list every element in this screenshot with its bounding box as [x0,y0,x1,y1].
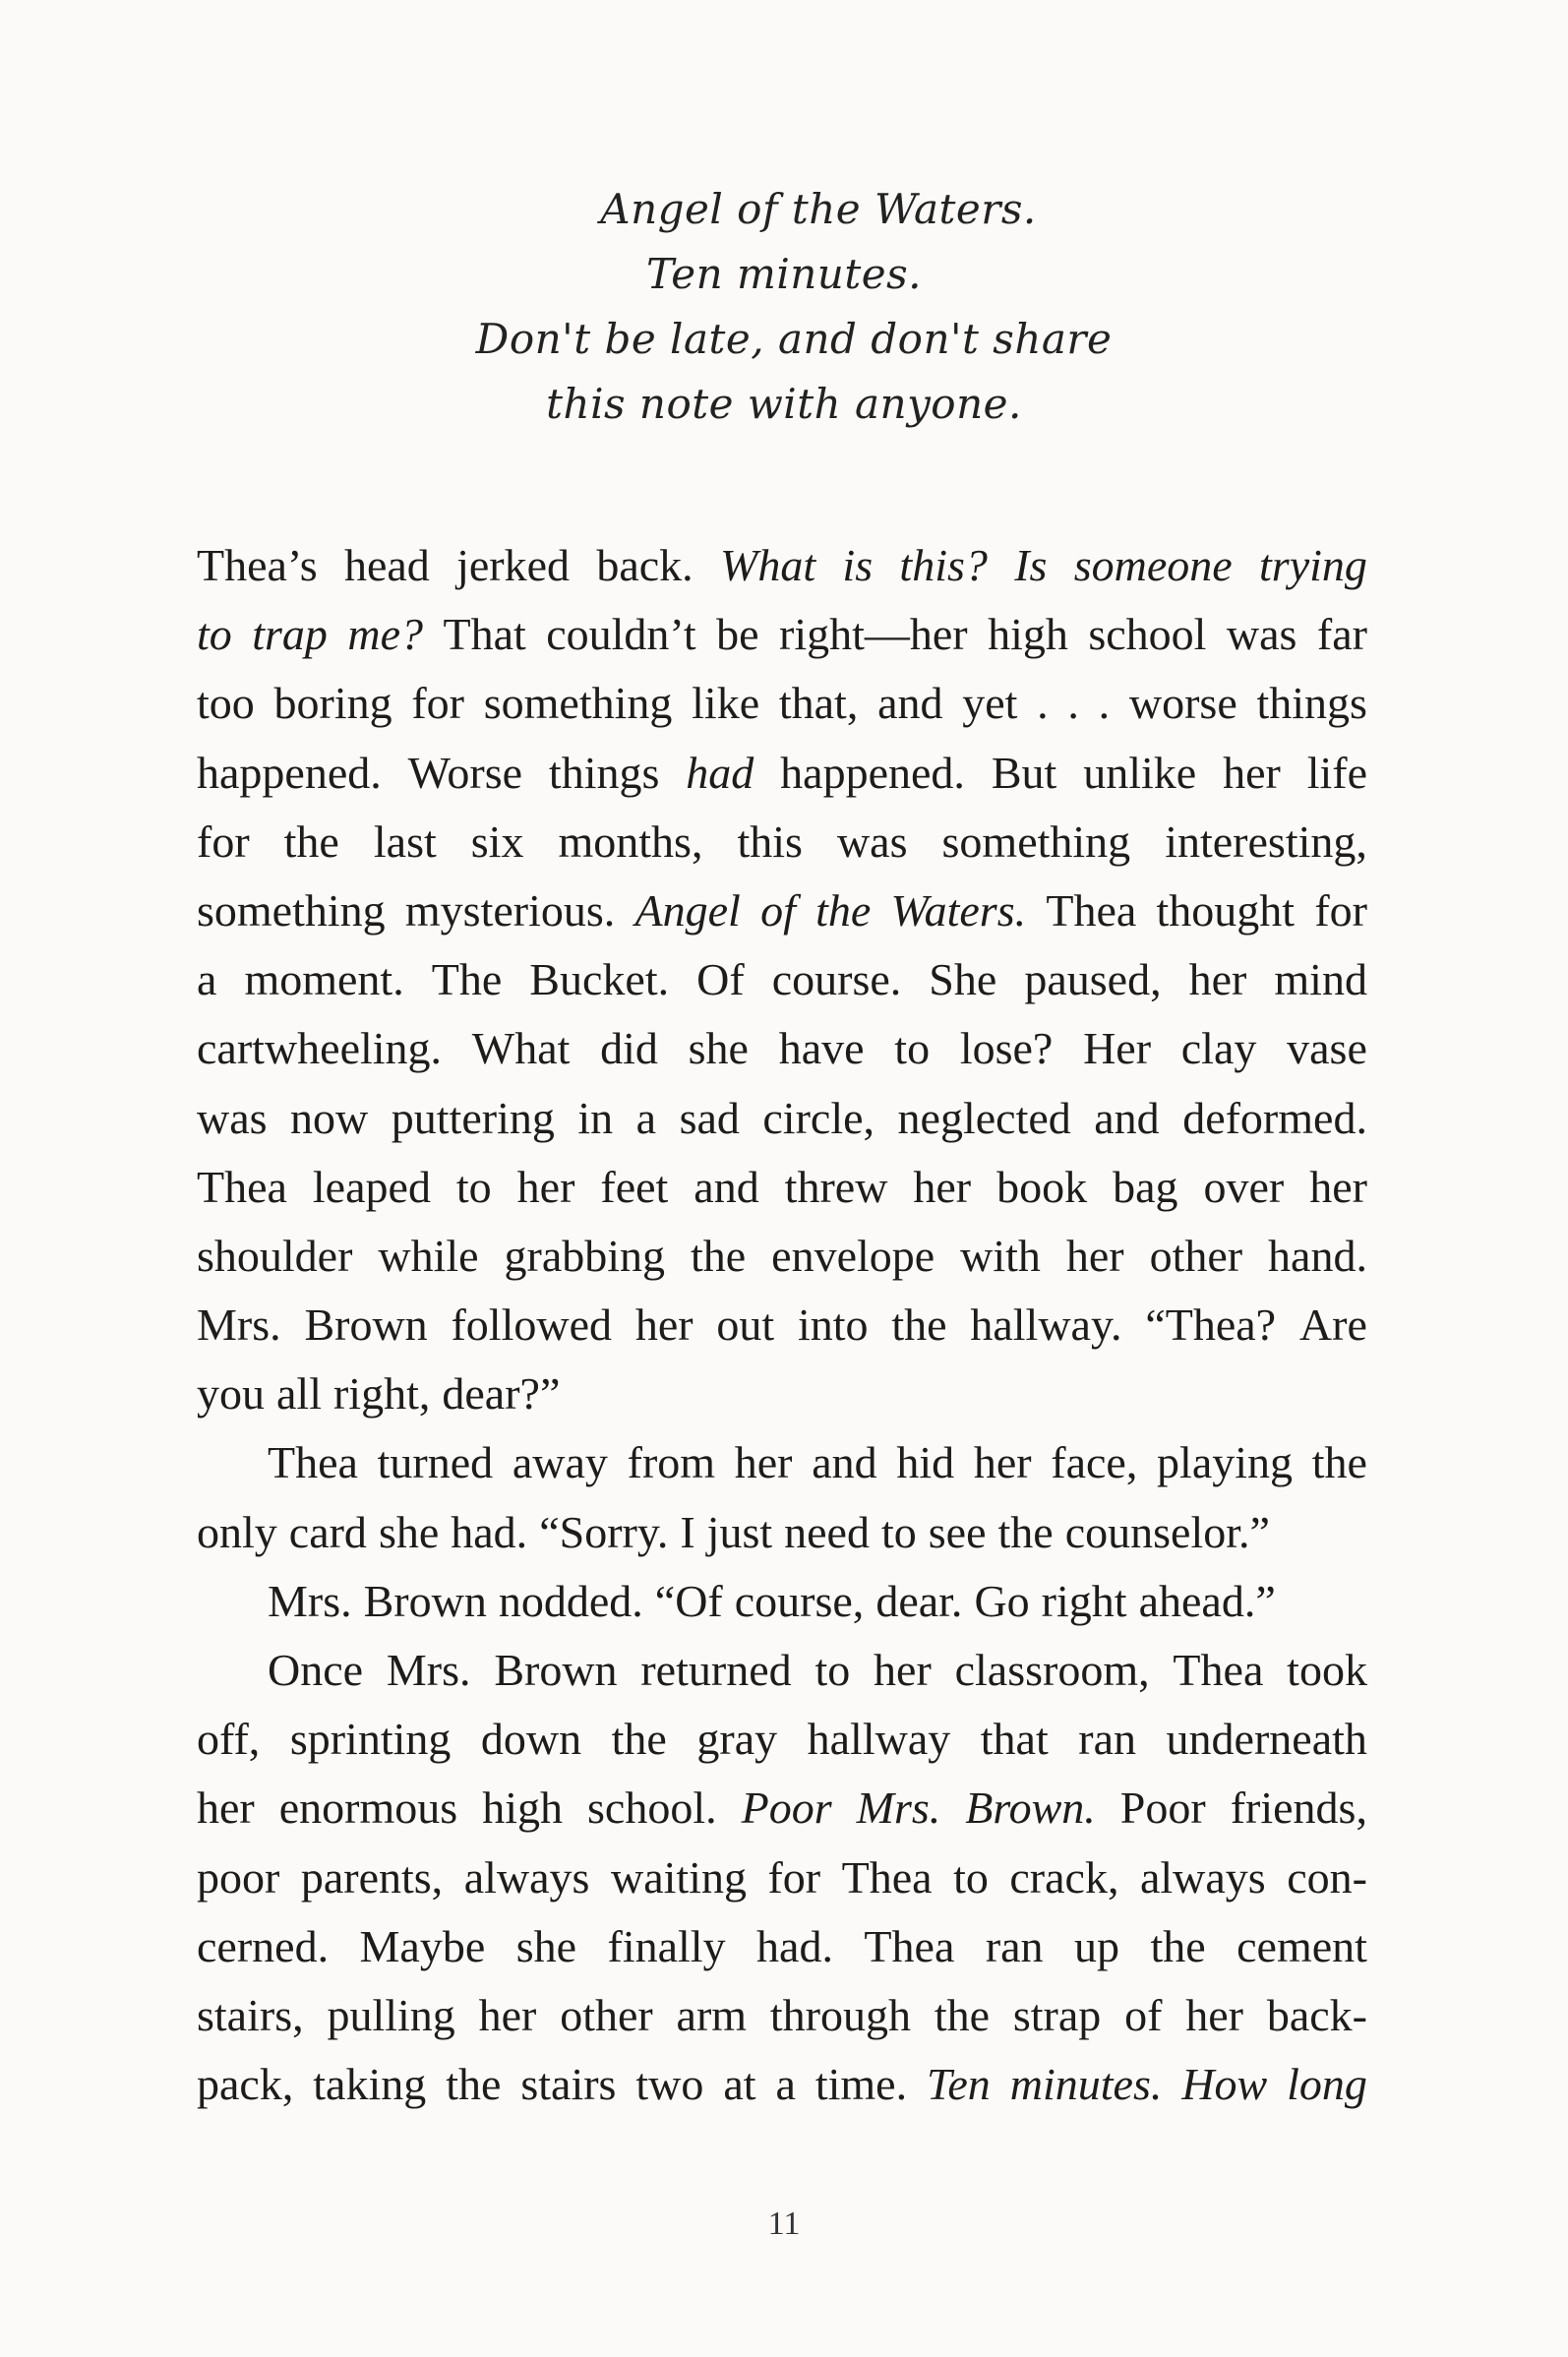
word: Thea’s [197,540,318,590]
word: she [378,1506,440,1557]
word: The [431,954,503,1005]
word: Mrs. [268,1575,352,1626]
word: enormous [278,1783,458,1834]
word: Is [1014,540,1048,590]
word: all [276,1368,322,1420]
word: back- [1266,1989,1367,2040]
word: card [288,1506,367,1557]
word: right—her [779,609,968,660]
text-line [197,1912,1367,1981]
word: grabbing [504,1230,666,1281]
word: be [716,609,759,660]
word: Brown [494,1645,618,1695]
word: Thea [268,1437,358,1488]
word: course. [771,954,902,1005]
word: . [1098,678,1111,729]
text-line [197,1843,1367,1912]
word: Brown [304,1299,428,1351]
word: of [1124,1989,1163,2040]
word: hid [896,1437,955,1488]
word: her [516,1161,575,1212]
word: stairs [520,2059,617,2110]
word: the [934,1989,991,2040]
word: from [627,1437,716,1488]
word: the [611,1714,667,1765]
word: with [960,1230,1041,1281]
word: the [891,1299,947,1351]
word: long [1287,2059,1367,2110]
word: was [836,816,908,867]
word: worse [1128,678,1237,729]
word: envelope [771,1230,935,1281]
word: turned [377,1437,494,1488]
word: to [880,1506,917,1557]
text-line [197,1222,1367,1291]
word: shoulder [197,1230,353,1281]
word: mysterious. [404,884,616,936]
word: Once [268,1645,364,1695]
word: her [197,1783,255,1834]
word: unlike [1083,747,1197,798]
word: just [706,1506,773,1557]
text-line [197,531,1367,600]
text-line [197,1567,1367,1636]
text-line [197,600,1367,669]
word: lose? [959,1023,1054,1074]
word: Ten [927,2059,991,2110]
word: her [1309,1161,1367,1212]
word: yet [962,678,1018,729]
word: was [1226,609,1297,660]
note-line: Ten minutes. [645,250,922,298]
word: something [483,678,673,729]
word: her [734,1437,793,1488]
word: other [560,1989,653,2040]
word: classroom, [954,1645,1150,1695]
text-line [197,1636,1367,1705]
word: high [482,1783,563,1834]
word: like [692,678,760,729]
word: had. [756,1920,833,1971]
word: course, [734,1575,865,1626]
text-line [197,2050,1367,2119]
word: had [686,747,754,798]
word: had. [451,1506,528,1557]
word: cement [1236,1920,1367,1971]
word: followed [451,1299,612,1351]
word: she [688,1023,749,1074]
text-line [197,1291,1367,1360]
word: underneath [1166,1714,1367,1765]
word: What [720,540,816,590]
word: was [197,1092,268,1143]
word: to [455,1161,492,1212]
word: strap [1012,1989,1102,2040]
word: that [980,1714,1049,1765]
word: last [373,816,437,867]
word: her [973,1437,1032,1488]
word: to [894,1023,931,1074]
word: Bucket. [529,954,670,1005]
word: over [1203,1161,1285,1212]
word: to [197,609,232,660]
word: But [991,747,1057,798]
word: for [1314,884,1367,936]
word: down [480,1714,582,1765]
word: something [197,884,386,936]
word: the [815,884,872,936]
word: boring [273,678,392,729]
word: poor [197,1851,280,1903]
word: her [634,1299,694,1351]
word: paused, [1024,954,1162,1005]
word: she [515,1920,577,1971]
word: mind [1274,954,1367,1005]
word: high [988,609,1068,660]
word: her [874,1645,932,1695]
word: Her [1083,1023,1152,1074]
word: Poor [1119,1783,1206,1834]
word: parents, [300,1851,444,1903]
word: “Sorry. [539,1506,669,1557]
word: her [1188,954,1247,1005]
word: vase [1287,1023,1367,1074]
word: you [197,1368,265,1420]
word: puttering [391,1092,555,1143]
word: Worse [407,747,523,798]
word: dear?” [442,1368,561,1420]
word: playing [1157,1437,1294,1488]
word: face, [1051,1437,1138,1488]
word: away [512,1437,608,1488]
word: I [680,1506,695,1557]
word: far [1316,609,1367,660]
word: and [812,1437,877,1488]
word: see [928,1506,987,1557]
word: too [197,678,255,729]
word: thought [1156,884,1296,936]
word: Thea [1046,884,1137,936]
word: head [343,540,430,590]
word: hallway. [970,1299,1122,1351]
text-line [197,1153,1367,1222]
word: taking [313,2059,427,2110]
word: for [411,678,464,729]
word: trying [1259,540,1367,590]
word: a [197,954,217,1005]
word: now [290,1092,369,1143]
note-line: Angel of the Waters. [600,185,1037,233]
word: the [446,2059,502,2110]
handwritten-note [0,177,1568,437]
word: Poor [741,1783,832,1834]
word: bag [1113,1161,1178,1212]
word: She [929,954,997,1005]
word: Thea [864,1920,955,1971]
text-line [197,1981,1367,2050]
word: threw [784,1161,888,1212]
word: took [1287,1645,1367,1695]
text-line [197,1084,1367,1153]
word: for [767,1851,821,1903]
body-text [197,531,1367,2119]
word: for [197,816,250,867]
text-line [197,945,1367,1014]
word: have [778,1023,865,1074]
word: her [1185,1989,1243,2040]
word: sad [679,1092,740,1143]
word: cerned. [197,1920,330,1971]
word: stairs, [197,1989,304,2040]
word: finally [607,1920,726,1971]
word: How [1181,2059,1268,2110]
word: at [723,2059,756,2110]
word: Mrs. [197,1299,281,1351]
word: out [716,1299,775,1351]
word: two [635,2059,704,2110]
word: this? [899,540,988,590]
word: the [691,1230,747,1281]
note-line: Don't be late, and don't share [475,315,1113,363]
word: . [1037,678,1049,729]
word: That [443,609,526,660]
word: couldn’t [546,609,696,660]
word: in [577,1092,614,1143]
page-number: 11 [767,2206,801,2242]
text-line [197,739,1367,808]
word: back. [596,540,694,590]
word: Go [974,1575,1030,1626]
word: that, [778,678,859,729]
word: right [1041,1575,1127,1626]
word: did [600,1023,658,1074]
word: interesting, [1165,816,1367,867]
word: her [1223,747,1281,798]
word: school [1088,609,1207,660]
word: arm [676,1989,748,2040]
word: leaped [312,1161,431,1212]
word: Thea [1173,1645,1264,1695]
word: into [797,1299,869,1351]
word: Brown. [965,1783,1096,1834]
text-line [197,808,1367,876]
word: happened. [780,747,965,798]
word: while [378,1230,479,1281]
word: pulling [327,1989,455,2040]
text-line [197,1774,1367,1843]
word: ran [985,1920,1044,1971]
word: deformed. [1182,1092,1367,1143]
word: feet [600,1161,669,1212]
text-line [197,1705,1367,1774]
text-line [197,876,1367,945]
word: pack, [197,2059,294,2110]
word: clay [1180,1023,1257,1074]
word: Thea [841,1851,933,1903]
word: Mrs. [856,1783,941,1834]
word: Of [696,954,745,1005]
word: nodded. [498,1575,643,1626]
word: Thea [197,1161,287,1212]
word: her [478,1989,537,2040]
word: waiting [610,1851,747,1903]
word: book [996,1161,1088,1212]
word: happened. [197,747,382,798]
word: Are [1298,1299,1367,1351]
word: the [1311,1437,1367,1488]
word: con- [1287,1851,1367,1903]
word: friends, [1230,1783,1367,1834]
word: always [1139,1851,1266,1903]
word: the [1150,1920,1206,1971]
word: off, [197,1714,261,1765]
note-line: this note with anyone. [546,380,1022,428]
word: Mrs. [386,1645,471,1695]
word: Brown [363,1575,487,1626]
word: moment. [244,954,404,1005]
word: circle, [762,1092,875,1143]
word: dear. [875,1575,963,1626]
word: need [784,1506,870,1557]
word: someone [1073,540,1233,590]
word: Waters. [890,884,1027,936]
word: months, [558,816,703,867]
text-line [197,1014,1367,1083]
word: to [814,1645,851,1695]
word: things [548,747,660,798]
word: her [913,1161,972,1212]
word: up [1074,1920,1120,1971]
text-line [197,1498,1367,1567]
word: sprinting [289,1714,452,1765]
word: a [775,2059,796,2110]
text-line [197,669,1367,738]
word: this [737,816,803,867]
word: through [769,1989,911,2040]
word: Angel [634,884,741,936]
word: gray [696,1714,778,1765]
word: What [471,1023,571,1074]
word: only [197,1506,277,1557]
word: always [463,1851,590,1903]
word: hallway [807,1714,951,1765]
word: school. [587,1783,717,1834]
text-line [197,1360,1367,1428]
word: ahead.” [1138,1575,1276,1626]
word: to [953,1851,989,1903]
word: hand. [1268,1230,1367,1281]
word: cartwheeling. [197,1023,443,1074]
word: things [1256,678,1367,729]
word: and [694,1161,759,1212]
word: neglected [897,1092,1071,1143]
word: me? [347,609,424,660]
word: . [1067,678,1079,729]
word: time. [814,2059,908,2110]
word: the [997,1506,1054,1557]
word: is [842,540,874,590]
word: Maybe [359,1920,486,1971]
word: life [1306,747,1367,798]
word: “Of [654,1575,723,1626]
word: right, [332,1368,431,1420]
word: her [1065,1230,1124,1281]
word: something [941,816,1131,867]
word: jerked [456,540,571,590]
word: trap [252,609,328,660]
word: of [760,884,796,936]
word: minutes. [1009,2059,1163,2110]
word: “Thea? [1145,1299,1277,1351]
word: and [877,678,943,729]
text-line [197,1428,1367,1497]
word: a [635,1092,657,1143]
word: counselor.” [1064,1506,1270,1557]
word: and [1094,1092,1160,1143]
word: other [1149,1230,1243,1281]
word: crack, [1009,1851,1119,1903]
word: six [470,816,524,867]
word: returned [640,1645,792,1695]
word: ran [1078,1714,1137,1765]
word: the [283,816,339,867]
